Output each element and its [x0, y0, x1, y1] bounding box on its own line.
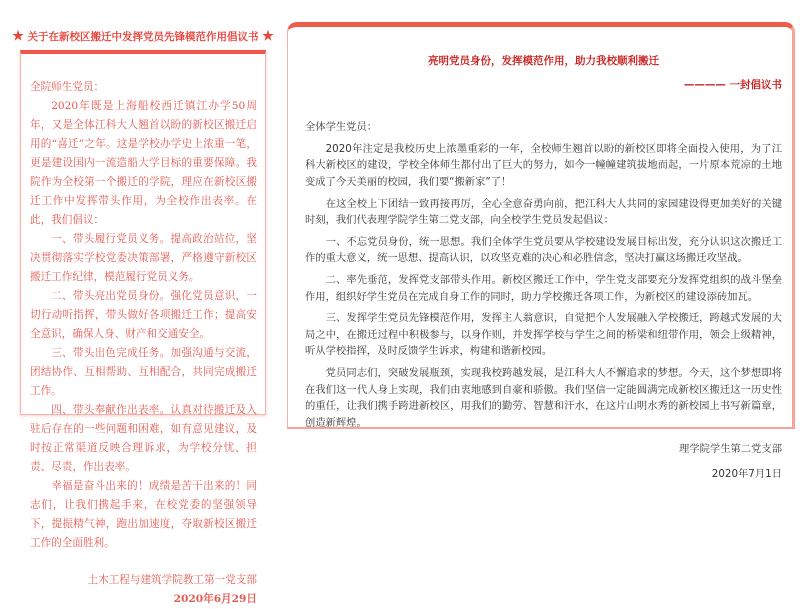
left-date: 2020年6月29日	[173, 593, 257, 605]
left-paragraph: 二、带头亮出党员身份。强化党员意识，一切行动听指挥，带头做好各项搬迁工作；提高安全意识，确保人身、财产和交通安全。	[30, 290, 257, 340]
right-paragraph: 二、率先垂范，发挥党支部带头作用。新校区搬迁工作中，学生党支部要充分发挥党组织的战斗堡垒作用，组织好学生党员在完成自身工作的同时，助力学校搬迁各项工作，为新校区的建设添砖加瓦。	[305, 273, 782, 303]
right-paragraph: 在这全校上下团结一致再接再厉，全心全意奋勇向前，把江科大人共同的家园建设得更加美好的关键时刻，我们代表理学院学生第二党支部，向全校学生党员发起倡议：	[305, 197, 782, 227]
left-document-title	[8, 29, 278, 44]
left-title-text: 关于在新校区搬迁中发挥党员先锋模范作用倡议书	[27, 31, 259, 43]
star-icon: ★	[12, 29, 24, 44]
right-document-title: 亮明党员身份，发挥模范作用，助力我校顺利搬迁	[428, 55, 659, 67]
right-paragraph: 党员同志们，突破发展瓶颈，实现我校跨越发展，是江科大人不懈追求的梦想。今天，这个梦想即将在我们这一代人身上实现，我们由衷地感到自豪和骄傲。我们坚信一定能圆满完成新校区搬迁这一历史性的重任，让我们携手跨进新校区，用我们的勤劳、智慧和汗水，在这片山明水秀的新校园上书写新篇章，创造新辉煌。	[305, 366, 782, 429]
right-document	[287, 22, 795, 480]
right-paragraph: 2020年注定是我校历史上浓墨重彩的一年，全校师生翘首以盼的新校区即将全面投入使用，为了江科大新校区的建设，学校全体师生都付出了巨大的努力，如今一幢幢建筑拔地而起，一片原本荒凉的土地变成了今天美丽的校园，我们要“搬新家”了！	[305, 142, 782, 188]
right-document-subtitle: ———— 一封倡议书	[683, 78, 782, 91]
left-paragraph: 幸福是奋斗出来的！成绩是苦干出来的！同志们，让我们携起手来，在校党委的坚强领导下，提振精气神，跑出加速度，夺取新校区搬迁工作的全面胜利。	[30, 480, 257, 549]
left-paragraph: 2020年既是上海船校西迁镇江办学50周年，又是全体江科大人翘首以盼的新校区搬迁启用的“喜迁”之年。这是学校办学史上浓重一笔，更是建设国内一流造船大学目标的重要保障。我院作为全校第一个搬迁的学院，理应在新校区搬迁工作中发挥带头作用，为全校作出表率。在此，我们倡议：	[30, 100, 257, 226]
right-signature: 理学院学生第二党支部	[679, 443, 782, 456]
left-greeting: 全院师生党员：	[30, 81, 105, 93]
left-paragraph: 一、带头履行党员义务。提高政治站位，坚决贯彻落实学校党委决策部署，严格遵守新校区搬迁工作纪律，模范履行党员义务。	[30, 233, 257, 283]
star-icon: ★	[262, 29, 274, 44]
left-paragraph: 三、带头出色完成任务。加强沟通与交流，团结协作、互相帮助、互相配合，共同完成搬迁工作。	[30, 347, 257, 397]
left-paragraph: 四、带头奉献作出表率。认真对待搬迁及入驻后存在的一些问题和困难，如有意见建议，及时按正常渠道反映合理诉求，为学校分忧、担责、尽责，作出表率。	[30, 404, 257, 473]
left-document	[20, 50, 266, 605]
left-signature: 土木工程与建筑学院教工第一党支部	[87, 574, 257, 586]
right-greeting: 全体学生党员：	[305, 121, 378, 134]
right-paragraph: 一、不忘党员身份，统一思想。我们全体学生党员要从学校建设发展目标出发，充分认识这次搬迁工作的重大意义，统一思想、提高认识，以攻坚克难的决心和必胜信念，坚决打赢这场搬迁攻坚战。	[305, 235, 782, 265]
right-date: 2020年7月1日	[711, 467, 782, 480]
right-paragraph: 三、发挥学生党员先锋模范作用，发挥主人翁意识，自觉把个人发展融入学校搬迁，跨越式发展的大局之中，在搬迁过程中积极参与，以身作则，并发挥学校与学生之间的桥梁和纽带作用，领会上级精神，听从学校指挥，及时反馈学生诉求，构建和谐新校园。	[305, 312, 782, 358]
